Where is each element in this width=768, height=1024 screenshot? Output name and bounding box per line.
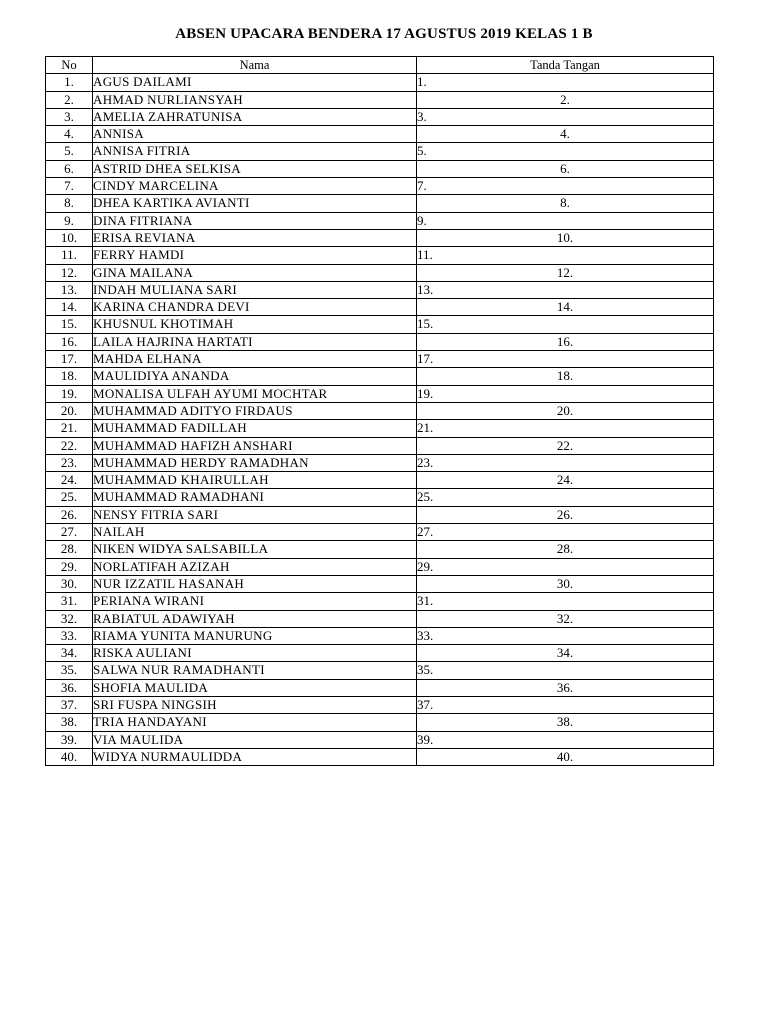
signature-cell: 6. xyxy=(417,160,714,177)
student-name: CINDY MARCELINA xyxy=(93,178,417,195)
row-number: 1. xyxy=(46,74,93,91)
table-row xyxy=(46,558,714,575)
table-row xyxy=(46,351,714,368)
row-number: 24. xyxy=(46,472,93,489)
table-row xyxy=(46,281,714,298)
signature-cell: 19. xyxy=(417,385,714,402)
student-name: RISKA AULIANI xyxy=(93,645,417,662)
student-name: NAILAH xyxy=(93,524,417,541)
table-row xyxy=(46,74,714,91)
signature-cell: 40. xyxy=(417,748,714,765)
table-row xyxy=(46,593,714,610)
row-number: 22. xyxy=(46,437,93,454)
signature-cell: 37. xyxy=(417,696,714,713)
table-row xyxy=(46,247,714,264)
table-row xyxy=(46,472,714,489)
table-row xyxy=(46,541,714,558)
row-number: 7. xyxy=(46,178,93,195)
table-row xyxy=(46,212,714,229)
table-row xyxy=(46,454,714,471)
signature-cell: 14. xyxy=(417,299,714,316)
student-name: SHOFIA MAULIDA xyxy=(93,679,417,696)
header-name: Nama xyxy=(93,57,417,74)
row-number: 27. xyxy=(46,524,93,541)
table-row xyxy=(46,91,714,108)
table-row xyxy=(46,316,714,333)
table-row xyxy=(46,714,714,731)
table-row xyxy=(46,195,714,212)
student-name: DINA FITRIANA xyxy=(93,212,417,229)
table-row xyxy=(46,178,714,195)
student-name: MUHAMMAD KHAIRULLAH xyxy=(93,472,417,489)
table-header-row xyxy=(46,57,714,74)
page-title: ABSEN UPACARA BENDERA 17 AGUSTUS 2019 KELAS 1 B xyxy=(175,26,593,42)
row-number: 34. xyxy=(46,645,93,662)
row-number: 10. xyxy=(46,229,93,246)
signature-cell: 16. xyxy=(417,333,714,350)
row-number: 11. xyxy=(46,247,93,264)
signature-cell: 33. xyxy=(417,627,714,644)
signature-cell: 22. xyxy=(417,437,714,454)
row-number: 26. xyxy=(46,506,93,523)
student-name: KARINA CHANDRA DEVI xyxy=(93,299,417,316)
row-number: 17. xyxy=(46,351,93,368)
row-number: 31. xyxy=(46,593,93,610)
table-row xyxy=(46,437,714,454)
signature-cell: 34. xyxy=(417,645,714,662)
table-row xyxy=(46,627,714,644)
student-name: PERIANA WIRANI xyxy=(93,593,417,610)
table-row xyxy=(46,402,714,419)
row-number: 15. xyxy=(46,316,93,333)
student-name: MAULIDIYA ANANDA xyxy=(93,368,417,385)
signature-cell: 39. xyxy=(417,731,714,748)
row-number: 25. xyxy=(46,489,93,506)
student-name: SRI FUSPA NINGSIH xyxy=(93,696,417,713)
row-number: 28. xyxy=(46,541,93,558)
table-row xyxy=(46,524,714,541)
signature-cell: 18. xyxy=(417,368,714,385)
row-number: 4. xyxy=(46,126,93,143)
signature-cell: 38. xyxy=(417,714,714,731)
row-number: 18. xyxy=(46,368,93,385)
row-number: 2. xyxy=(46,91,93,108)
row-number: 8. xyxy=(46,195,93,212)
student-name: ANNISA FITRIA xyxy=(93,143,417,160)
student-name: KHUSNUL KHOTIMAH xyxy=(93,316,417,333)
signature-cell: 31. xyxy=(417,593,714,610)
student-name: VIA MAULIDA xyxy=(93,731,417,748)
table-row xyxy=(46,696,714,713)
signature-cell: 11. xyxy=(417,247,714,264)
signature-cell: 27. xyxy=(417,524,714,541)
student-name: DHEA KARTIKA AVIANTI xyxy=(93,195,417,212)
table-row xyxy=(46,610,714,627)
student-name: TRIA HANDAYANI xyxy=(93,714,417,731)
table-row xyxy=(46,489,714,506)
table-row xyxy=(46,126,714,143)
signature-cell: 5. xyxy=(417,143,714,160)
table-row xyxy=(46,645,714,662)
signature-cell: 3. xyxy=(417,108,714,125)
row-number: 13. xyxy=(46,281,93,298)
row-number: 14. xyxy=(46,299,93,316)
student-name: NIKEN WIDYA SALSABILLA xyxy=(93,541,417,558)
student-name: NORLATIFAH AZIZAH xyxy=(93,558,417,575)
student-name: GINA MAILANA xyxy=(93,264,417,281)
table-row xyxy=(46,108,714,125)
row-number: 38. xyxy=(46,714,93,731)
student-name: SALWA NUR RAMADHANTI xyxy=(93,662,417,679)
signature-cell: 2. xyxy=(417,91,714,108)
signature-cell: 13. xyxy=(417,281,714,298)
signature-cell: 36. xyxy=(417,679,714,696)
student-name: AGUS DAILAMI xyxy=(93,74,417,91)
signature-cell: 4. xyxy=(417,126,714,143)
signature-cell: 35. xyxy=(417,662,714,679)
signature-cell: 29. xyxy=(417,558,714,575)
student-name: AHMAD NURLIANSYAH xyxy=(93,91,417,108)
table-row xyxy=(46,333,714,350)
student-name: MUHAMMAD HERDY RAMADHAN xyxy=(93,454,417,471)
row-number: 3. xyxy=(46,108,93,125)
header-signature: Tanda Tangan xyxy=(417,57,714,74)
attendance-rows xyxy=(46,74,714,766)
student-name: MUHAMMAD RAMADHANI xyxy=(93,489,417,506)
signature-cell: 28. xyxy=(417,541,714,558)
student-name: MUHAMMAD HAFIZH ANSHARI xyxy=(93,437,417,454)
table-row xyxy=(46,748,714,765)
student-name: MAHDA ELHANA xyxy=(93,351,417,368)
signature-cell: 32. xyxy=(417,610,714,627)
signature-cell: 23. xyxy=(417,454,714,471)
row-number: 9. xyxy=(46,212,93,229)
signature-cell: 1. xyxy=(417,74,714,91)
row-number: 19. xyxy=(46,385,93,402)
signature-cell: 25. xyxy=(417,489,714,506)
student-name: MUHAMMAD ADITYO FIRDAUS xyxy=(93,402,417,419)
signature-cell: 9. xyxy=(417,212,714,229)
row-number: 32. xyxy=(46,610,93,627)
row-number: 29. xyxy=(46,558,93,575)
row-number: 12. xyxy=(46,264,93,281)
table-row xyxy=(46,368,714,385)
row-number: 6. xyxy=(46,160,93,177)
signature-cell: 8. xyxy=(417,195,714,212)
table-row xyxy=(46,264,714,281)
student-name: FERRY HAMDI xyxy=(93,247,417,264)
table-row xyxy=(46,506,714,523)
row-number: 39. xyxy=(46,731,93,748)
table-row xyxy=(46,575,714,592)
row-number: 35. xyxy=(46,662,93,679)
table-row xyxy=(46,299,714,316)
row-number: 5. xyxy=(46,143,93,160)
signature-cell: 10. xyxy=(417,229,714,246)
student-name: INDAH MULIANA SARI xyxy=(93,281,417,298)
row-number: 40. xyxy=(46,748,93,765)
row-number: 20. xyxy=(46,402,93,419)
signature-cell: 21. xyxy=(417,420,714,437)
student-name: ANNISA xyxy=(93,126,417,143)
table-row xyxy=(46,160,714,177)
student-name: AMELIA ZAHRATUNISA xyxy=(93,108,417,125)
table-row xyxy=(46,679,714,696)
signature-cell: 7. xyxy=(417,178,714,195)
student-name: LAILA HAJRINA HARTATI xyxy=(93,333,417,350)
signature-cell: 24. xyxy=(417,472,714,489)
attendance-table xyxy=(45,56,714,766)
table-row xyxy=(46,143,714,160)
row-number: 33. xyxy=(46,627,93,644)
student-name: WIDYA NURMAULIDDA xyxy=(93,748,417,765)
row-number: 16. xyxy=(46,333,93,350)
student-name: ERISA REVIANA xyxy=(93,229,417,246)
student-name: NUR IZZATIL HASANAH xyxy=(93,575,417,592)
row-number: 37. xyxy=(46,696,93,713)
student-name: RABIATUL ADAWIYAH xyxy=(93,610,417,627)
table-row xyxy=(46,385,714,402)
table-row xyxy=(46,731,714,748)
student-name: MUHAMMAD FADILLAH xyxy=(93,420,417,437)
signature-cell: 17. xyxy=(417,351,714,368)
row-number: 30. xyxy=(46,575,93,592)
row-number: 23. xyxy=(46,454,93,471)
table-row xyxy=(46,229,714,246)
row-number: 36. xyxy=(46,679,93,696)
signature-cell: 15. xyxy=(417,316,714,333)
row-number: 21. xyxy=(46,420,93,437)
signature-cell: 12. xyxy=(417,264,714,281)
header-no: No xyxy=(46,57,93,74)
student-name: MONALISA ULFAH AYUMI MOCHTAR xyxy=(93,385,417,402)
table-row xyxy=(46,420,714,437)
table-row xyxy=(46,662,714,679)
student-name: RIAMA YUNITA MANURUNG xyxy=(93,627,417,644)
signature-cell: 26. xyxy=(417,506,714,523)
student-name: NENSY FITRIA SARI xyxy=(93,506,417,523)
student-name: ASTRID DHEA SELKISA xyxy=(93,160,417,177)
signature-cell: 30. xyxy=(417,575,714,592)
signature-cell: 20. xyxy=(417,402,714,419)
